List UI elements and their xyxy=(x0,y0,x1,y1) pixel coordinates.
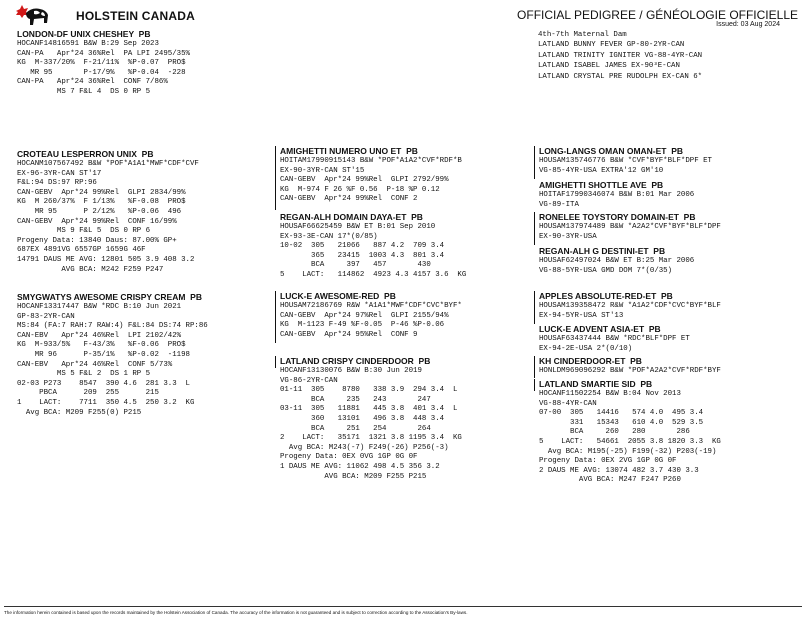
dam-sire-dam: LUCK-E ADVENT ASIA-ET PB HOUSAF63437444 B&W *RDC*BLF*DPF ET EX-94-2E-USA 2*(0/10) xyxy=(539,324,690,353)
sire-sire-sire: LONG-LANGS OMAN OMAN-ET PB HOUSAM135746776 B&W *CVF*BYF*BLF*DPF ET VG-85-4YR-USA EXTRA'12 GM'10 xyxy=(534,146,712,179)
sire: CROTEAU LESPERRON UNIX PB HOCANM107567492 B&W *POF*A1A1*MWF*CDF*CVF EX-96-3YR-CAN ST'17 F&L:94 DS:97 RP:96 CAN-GEBV Apr*24 99%Rel GLPI 2834/99% KG M 260/37% F 1/13% %F-0.08 PRO$ MR 95 P 2/12% %P-0.06 496 CAN-GEBV Apr*24 99%Rel CONF 16/99% MS 9 F&L 5 DS 0 RP 6 Progeny Data: 13840 Daus: 87.00% GP+ 687EX 4891VG 6557GP 1659G 46F 14791 DAUS ME AVG: 12801 505 3.9 408 3.2 AVG BCA: M242 F259 P247 xyxy=(17,149,199,274)
sire-sire: AMIGHETTI NUMERO UNO ET PB HOITAM17990915143 B&W *POF*A1A2*CVF*RDF*B EX-90-3YR-CAN ST'15 CAN-GEBV Apr*24 99%Rel GLPI 2792/99% KG M-974 F 26 %F 0.56 P-18 %P 0.12 CAN-GEBV Apr*24 99%Rel CONF 2 xyxy=(275,146,462,210)
dam-sire-sire: APPLES ABSOLUTE-RED-ET PB HOUSAM139358472 R&W *A1A2*CDF*CVC*BYF*BLF EX-94-5YR-USA ST'13 xyxy=(534,291,721,324)
dam-dam-name: LATLAND CRISPY CINDERDOOR PB xyxy=(280,356,431,366)
sire-dam-sire: RONELEE TOYSTORY DOMAIN-ET PB HOUSAM137974489 B&W *A2A2*CVF*BYF*BLF*DPF EX-90-3YR-USA xyxy=(534,212,721,245)
dam-dam-bracket xyxy=(275,356,276,368)
sire-name: CROTEAU LESPERRON UNIX PB xyxy=(17,149,154,159)
subject-name: LONDON-DF UNIX CHESHEY PB xyxy=(17,29,151,39)
sire-sire-name: AMIGHETTI NUMERO UNO ET PB xyxy=(280,146,418,156)
dam-sire: LUCK-E AWESOME-RED PB HOUSAM72186769 R&W *A1A1*MWF*CDF*CVC*BYF* CAN-GEBV Apr*24 97%Rel GLPI 2155/94% KG M-1123 F-49 %F-0.05 P-46 %P-0.06 CAN-GEBV Apr*24 95%Rel CONF 9 xyxy=(275,291,462,343)
footer-divider xyxy=(4,606,802,607)
dam-dam-dam: LATLAND SMARTIE SID PB HOCANF11502254 B&W B:04 Nov 2013 VG-88-4YR-CAN 07-00 305 14416 574 4.0 495 3.4 331 15343 610 4.0 529 3.5 BCA 260 280 286 5 LACT: 54661 2055 3.8 1820 3.3 KG Avg BCA: M195(-25) F199(-32) P203(-19) Progeny Data: 0EX 2VG 1GP 0G 0F 2 DAUS ME AVG: 13074 482 3.7 430 3.3 AVG BCA: M247 F247 P260 xyxy=(539,379,721,485)
document-title: OFFICIAL PEDIGREE / GÉNÉOLOGIE OFFICIELLE xyxy=(517,8,798,22)
dam-dam-dam-bracket xyxy=(534,379,535,391)
dam-dam-sire: KH CINDERDOOR-ET PB HONLDM969096292 B&W *POF*A2A2*CVF*RDF*BYF xyxy=(534,356,721,378)
issued-date: Issued: 03 Aug 2024 xyxy=(716,21,780,28)
holstein-canada-logo-icon xyxy=(14,3,52,31)
sire-dam-name: REGAN-ALH DOMAIN DAYA-ET PB xyxy=(280,212,423,222)
dam: SMYGWATYS AWESOME CRISPY CREAM PB HOCANF13317447 B&W *RDC B:10 Jun 2021 GP-83-2YR-CAN MS:84 (FA:7 RAH:7 RAW:4) F&L:84 DS:74 RP:86 CAN-EBV Apr*24 46%Rel LPI 2102/42% KG M-933/5% F-43/3% %F-0.06 PRO$ MR 96 P-35/1% %P-0.02 -1198 CAN-EBV Apr*24 46%Rel CONF 5/73% MS 5 F&L 2 DS 1 RP 5 02-03 P273 8547 390 4.6 281 3.3 L PBCA 209 255 215 1 LACT: 7711 350 4.5 250 3.2 KG Avg BCA: M209 F255(0) P215 xyxy=(17,292,208,417)
footer-disclaimer: The information herein contained is based upon the records maintained by the Holstein Association of Canada. The accuracy of the information is not guaranteed and is subject to correction according to the Association's By-laws. xyxy=(4,610,468,615)
sire-sire-dam: AMIGHETTI SHOTTLE AVE PB HOITAF17990346074 B&W B:01 Mar 2006 VG-89-ITA xyxy=(539,180,695,209)
subject-details: HOCANF14816591 B&W B:29 Sep 2023 CAN-PA Apr*24 36%Rel PA LPI 2495/35% KG M-337/20% F-21/11% %P-0.07 PRO$ MR 95 P-17/9% %P-0.04 -228 CAN-PA Apr*24 36%Rel CONF 7/86% MS 7 F&L 4 DS 0 RP 5 xyxy=(17,40,190,96)
sire-dam-dam: REGAN-ALH G DESTINI-ET PB HOUSAF62497024 B&W ET B:25 Mar 2006 VG-88-5YR-USA GMD DOM 7*(0/35) xyxy=(539,246,695,275)
maternal-dams: 4th-7th Maternal Dam LATLAND BUNNY FEVER GP-80-2YR-CAN LATLAND TRINITY IGNITER VG-88-4YR-CAN LATLAND ISABEL JAMES EX-90³E-CAN LATLAND CRYSTAL PRE RUDOLPH EX-CAN 6* xyxy=(538,31,703,81)
subject-animal xyxy=(17,29,190,98)
organization-name: HOLSTEIN CANADA xyxy=(76,9,195,23)
sire-dam: REGAN-ALH DOMAIN DAYA-ET PB HOUSAF66625459 B&W ET B:01 Sep 2010 EX-93-3E-CAN 17*(0/85) 10-02 305 21066 887 4.2 709 3.4 365 23415 1003 4.3 801 3.4 BCA 397 457 430 5 LACT: 114862 4923 4.3 4157 3.6 KG xyxy=(280,212,467,279)
dam-sire-name: LUCK-E AWESOME-RED PB xyxy=(280,291,396,301)
dam-name: SMYGWATYS AWESOME CRISPY CREAM PB xyxy=(17,292,202,302)
dam-dam: LATLAND CRISPY CINDERDOOR PB HOCANF13130076 B&W B:30 Jun 2019 VG-86-2YR-CAN 01-11 305 8780 338 3.9 294 3.4 L BCA 235 243 247 03-11 305 11881 445 3.8 401 3.4 L 360 13101 496 3.8 448 3.4 BCA 251 254 264 2 LACT: 35171 1321 3.8 1195 3.4 KG Avg BCA: M243(-7) F249(-26) P256(-3) Progeny Data: 0EX 0VG 1GP 0G 0F 1 DAUS ME AVG: 11062 498 4.5 356 3.2 AVG BCA: M209 F255 P215 xyxy=(280,356,462,481)
